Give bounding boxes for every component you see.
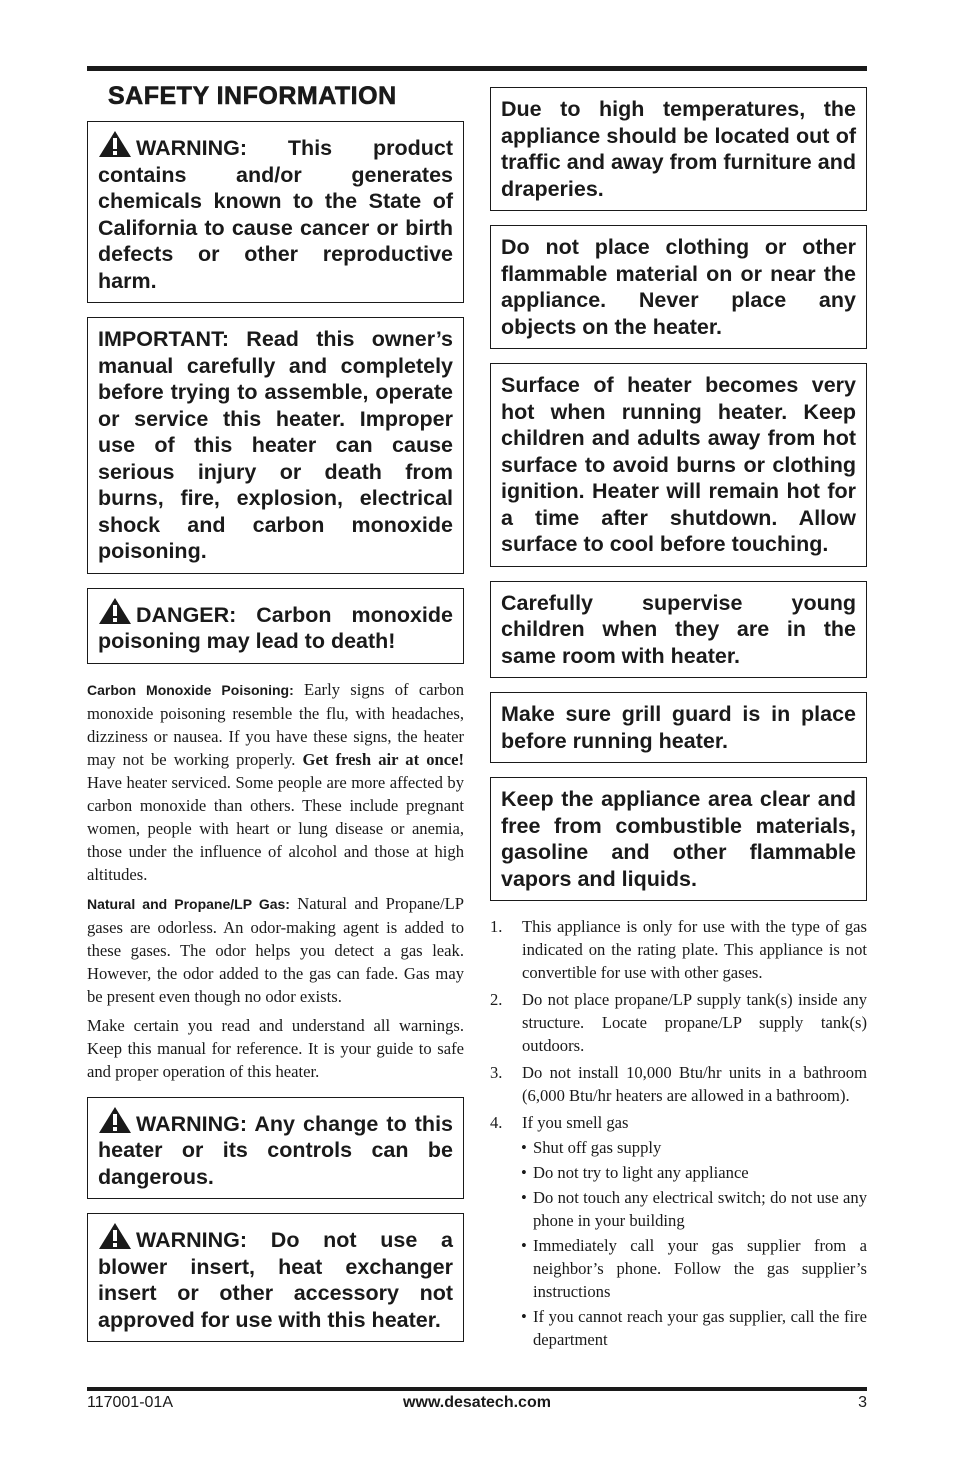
website-link[interactable]: www.desatech.com — [403, 1394, 551, 1411]
list-text: This appliance is only for use with the type of gas indicated on the rating plate. This appliance is not convertible for use with other gases. — [522, 917, 867, 982]
warning-triangle-icon — [98, 597, 132, 625]
bullet-item — [490, 1305, 867, 1351]
bullet-text: Do not try to light any appliance — [533, 1163, 749, 1182]
warning-triangle-icon — [98, 1222, 132, 1250]
list-text: Do not install 10,000 Btu/hr units in a bathroom (6,000 Btu/hr heaters are allowed in a bathroom). — [522, 1063, 867, 1105]
warning-label: WARNING: — [136, 1111, 248, 1136]
warning-label: WARNING: — [136, 136, 248, 160]
important-box — [87, 317, 464, 574]
right-column — [490, 87, 867, 1353]
important-label: IMPORTANT: — [98, 327, 229, 351]
bullet-icon: • — [521, 1138, 527, 1157]
warning-change-box — [87, 1097, 464, 1200]
caution-box-clear-area: Keep the appliance area clear and free from combustible materials, gasoline and other flammable vapors and liquids. — [490, 777, 867, 901]
bullet-item — [490, 1234, 867, 1303]
caution-box-supervise: Carefully supervise young children when they are in the same room with heater. — [490, 581, 867, 679]
bullet-item — [490, 1136, 867, 1159]
gas-lead: Natural and Propane/LP Gas: — [87, 895, 290, 912]
gas-text: Natural and Propane/LP gases are odorless. An odor-making agent is added to these gases. The odor helps you detect a gas leak. However, the odor added to the gas can fade. Gas may be present even though no odor exists. — [87, 893, 464, 1006]
bullet-icon: • — [521, 1236, 527, 1255]
warning-text: Do not use a blower insert, heat exchanger insert or other accessory not approved for use with this heater. — [98, 1228, 453, 1332]
warning-text: Any change to this heater or its controls can be dangerous. — [98, 1111, 453, 1189]
warning-blower-box — [87, 1213, 464, 1342]
list-item — [490, 915, 867, 984]
important-text: Read this owner’s manual carefully and completely before trying to assemble, operate or service this heater. Improper use of this heater can cause serious injury or death from burns, fire, explosion, electrical shock and carbon monoxide poisoning. — [98, 327, 453, 563]
list-text: If you smell gas — [522, 1113, 629, 1132]
danger-box — [87, 588, 464, 664]
read-paragraph: Make certain you read and understand all warnings. Keep this manual for reference. It is your guide to safe and proper operation of this heater. — [87, 1015, 464, 1081]
caution-box-clothing: Do not place clothing or other flammable material on or near the appliance. Never place any objects on the heater. — [490, 225, 867, 349]
warning-label: WARNING: — [136, 1228, 248, 1252]
co-paragraph — [87, 678, 464, 886]
bullet-text: Do not touch any electrical switch; do not use any phone in your building — [533, 1188, 867, 1230]
co-bold: Get fresh air at once! — [302, 749, 464, 769]
gas-smell-bullets — [490, 1136, 867, 1351]
gas-paragraph — [87, 892, 464, 1008]
caution-box-placement: Due to high temperatures, the appliance should be located out of traffic and away from furniture and draperies. — [490, 87, 867, 211]
caution-box-hot-surface: Surface of heater becomes very hot when running heater. Keep children and adults away from hot surface to avoid burns or clothing ignition. Heater will remain hot for a time after shutdown. Allow surface to cool before touching. — [490, 363, 867, 567]
list-number: 4. — [490, 1113, 503, 1132]
list-item — [490, 1111, 867, 1134]
top-rule — [87, 66, 867, 71]
warning-triangle-icon — [98, 1106, 132, 1134]
bullet-icon: • — [521, 1307, 527, 1326]
warning-triangle-icon — [98, 130, 132, 158]
bullet-icon: • — [521, 1188, 527, 1207]
bullet-item — [490, 1161, 867, 1184]
co-text-1: Early signs of carbon monoxide poisoning resemble the flu, with headaches, dizziness or nausea. If you have these signs, the heater may not be working properly. — [87, 679, 464, 769]
list-item — [490, 1061, 867, 1107]
doc-number: 117001-01A — [87, 1394, 173, 1411]
section-title: SAFETY INFORMATION — [108, 82, 397, 110]
list-item — [490, 988, 867, 1057]
safety-list — [490, 915, 867, 1134]
list-number: 2. — [490, 990, 503, 1009]
left-column — [87, 80, 464, 1356]
bullet-text: Shut off gas supply — [533, 1138, 662, 1157]
caution-box-grill-guard: Make sure grill guard is in place before running heater. — [490, 692, 867, 763]
warning-prop65-box — [87, 121, 464, 303]
list-number: 3. — [490, 1063, 503, 1082]
list-text: Do not place propane/LP supply tank(s) inside any structure. Locate propane/LP supply tank(s) outdoors. — [522, 990, 867, 1055]
bullet-item — [490, 1186, 867, 1232]
bullet-text: If you cannot reach your gas supplier, call the fire department — [533, 1307, 867, 1349]
warning-text: This product contains and/or generates chemicals known to the State of California to cause cancer or birth defects or other reproductive harm. — [98, 136, 453, 293]
list-number: 1. — [490, 917, 503, 936]
page-number: 3 — [858, 1394, 867, 1411]
danger-label: DANGER: — [136, 602, 237, 627]
bullet-text: Immediately call your gas supplier from a neighbor’s phone. Follow the gas supplier’s instructions — [533, 1236, 867, 1301]
bullet-icon: • — [521, 1163, 527, 1182]
bottom-rule — [87, 1387, 867, 1391]
danger-text: Carbon monoxide poisoning may lead to death! — [98, 602, 453, 653]
co-lead: Carbon Monoxide Poisoning: — [87, 681, 294, 698]
co-text-2: Have heater serviced. Some people are more affected by carbon monoxide than others. These include pregnant women, people with heart or lung disease or anemia, those under the influence of alcohol and those at high altitudes. — [87, 772, 464, 884]
